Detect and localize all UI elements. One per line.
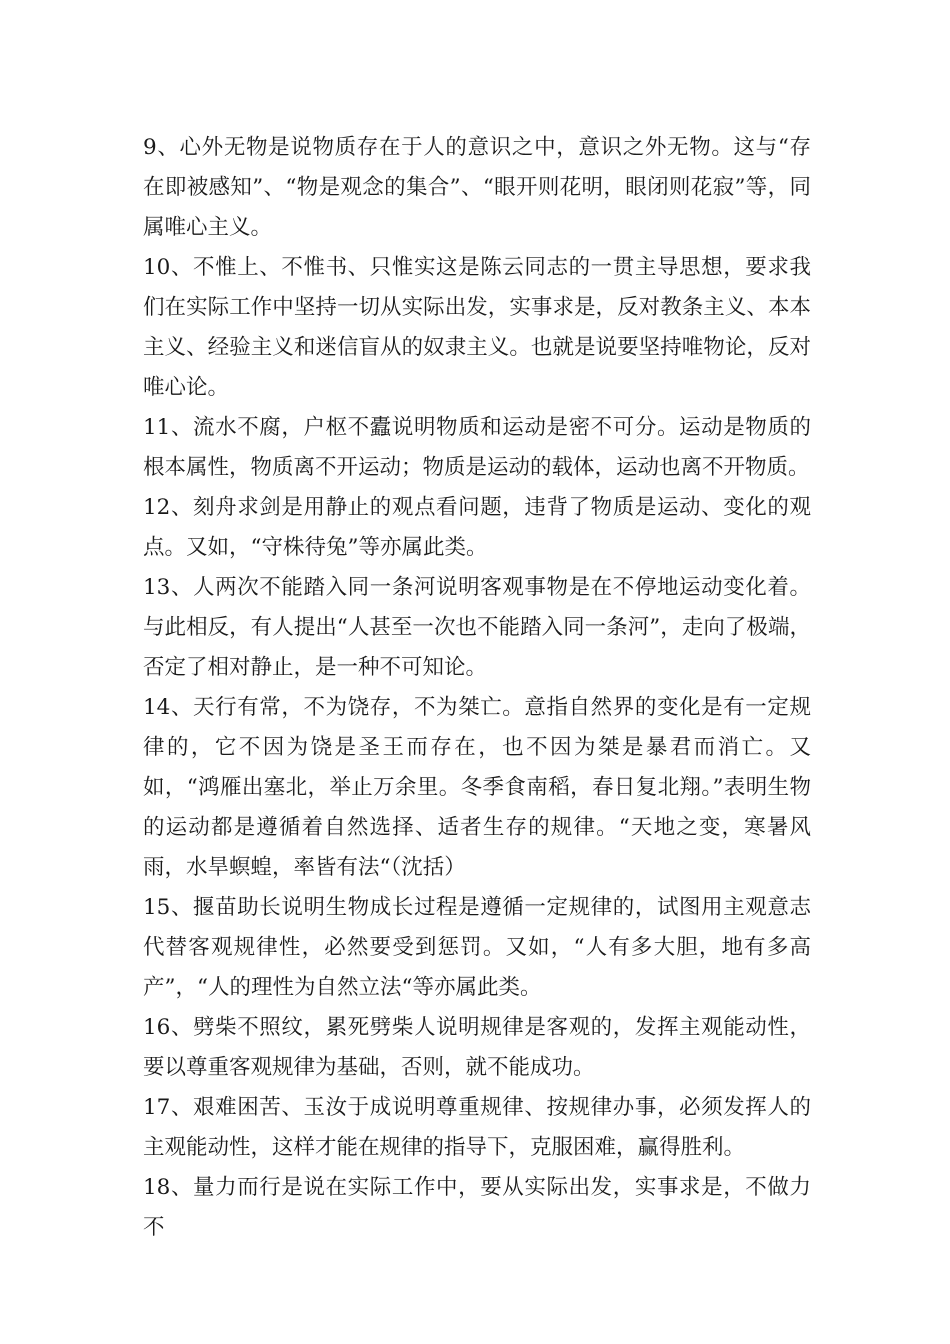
paragraph-16: 16、劈柴不照纹，累死劈柴人说明规律是客观的，发挥主观能动性，要以尊重客观规律为基础，否则，就不能成功。 <box>143 1015 811 1080</box>
paragraph-13: 13、人两次不能踏入同一条河说明客观事物是在不停地运动变化着。与此相反，有人提出“人甚至一次也不能踏入同一条河”，走向了极端，否定了相对静止，是一种不可知论。 <box>143 575 811 680</box>
paragraph-9: 9、心外无物是说物质存在于人的意识之中，意识之外无物。这与“存在即被感知”、“物是观念的集合”、“眼开则花明，眼闭则花寂”等，同属唯心主义。 <box>143 135 811 240</box>
paragraph-17: 17、艰难困苦、玉汝于成说明尊重规律、按规律办事，必须发挥人的主观能动性，这样才能在规律的指导下，克服困难，赢得胜利。 <box>143 1095 811 1160</box>
paragraph-18: 18、量力而行是说在实际工作中，要从实际出发，实事求是，不做力不 <box>143 1175 811 1240</box>
paragraph-14: 14、天行有常，不为饶存，不为桀亡。意指自然界的变化是有一定规律的，它不因为饶是圣王而存在，也不因为桀是暴君而消亡。又如，“鸿雁出塞北，举止万余里。冬季食南稻，春日复北翔。”表明生物的运动都是遵循着自然选择、适者生存的规律。“天地之变，寒暑风雨，水旱螟蝗，率皆有法“（沈括） <box>143 695 811 880</box>
paragraph-15: 15、揠苗助长说明生物成长过程是遵循一定规律的，试图用主观意志代替客观规律性，必然要受到惩罚。又如，“人有多大胆，地有多高产”，“人的理性为自然立法“等亦属此类。 <box>143 895 811 1000</box>
document-body <box>143 128 811 1248</box>
paragraph-11: 11、流水不腐，户枢不蠹说明物质和运动是密不可分。运动是物质的根本属性，物质离不开运动；物质是运动的载体，运动也离不开物质。 <box>143 415 811 480</box>
paragraph-12: 12、刻舟求剑是用静止的观点看问题，违背了物质是运动、变化的观点。又如，“守株待兔”等亦属此类。 <box>143 495 811 560</box>
paragraph-10: 10、不惟上、不惟书、只惟实这是陈云同志的一贯主导思想，要求我们在实际工作中坚持一切从实际出发，实事求是，反对教条主义、本本主义、经验主义和迷信盲从的奴隶主义。也就是说要坚持唯物论，反对唯心论。 <box>143 255 811 400</box>
